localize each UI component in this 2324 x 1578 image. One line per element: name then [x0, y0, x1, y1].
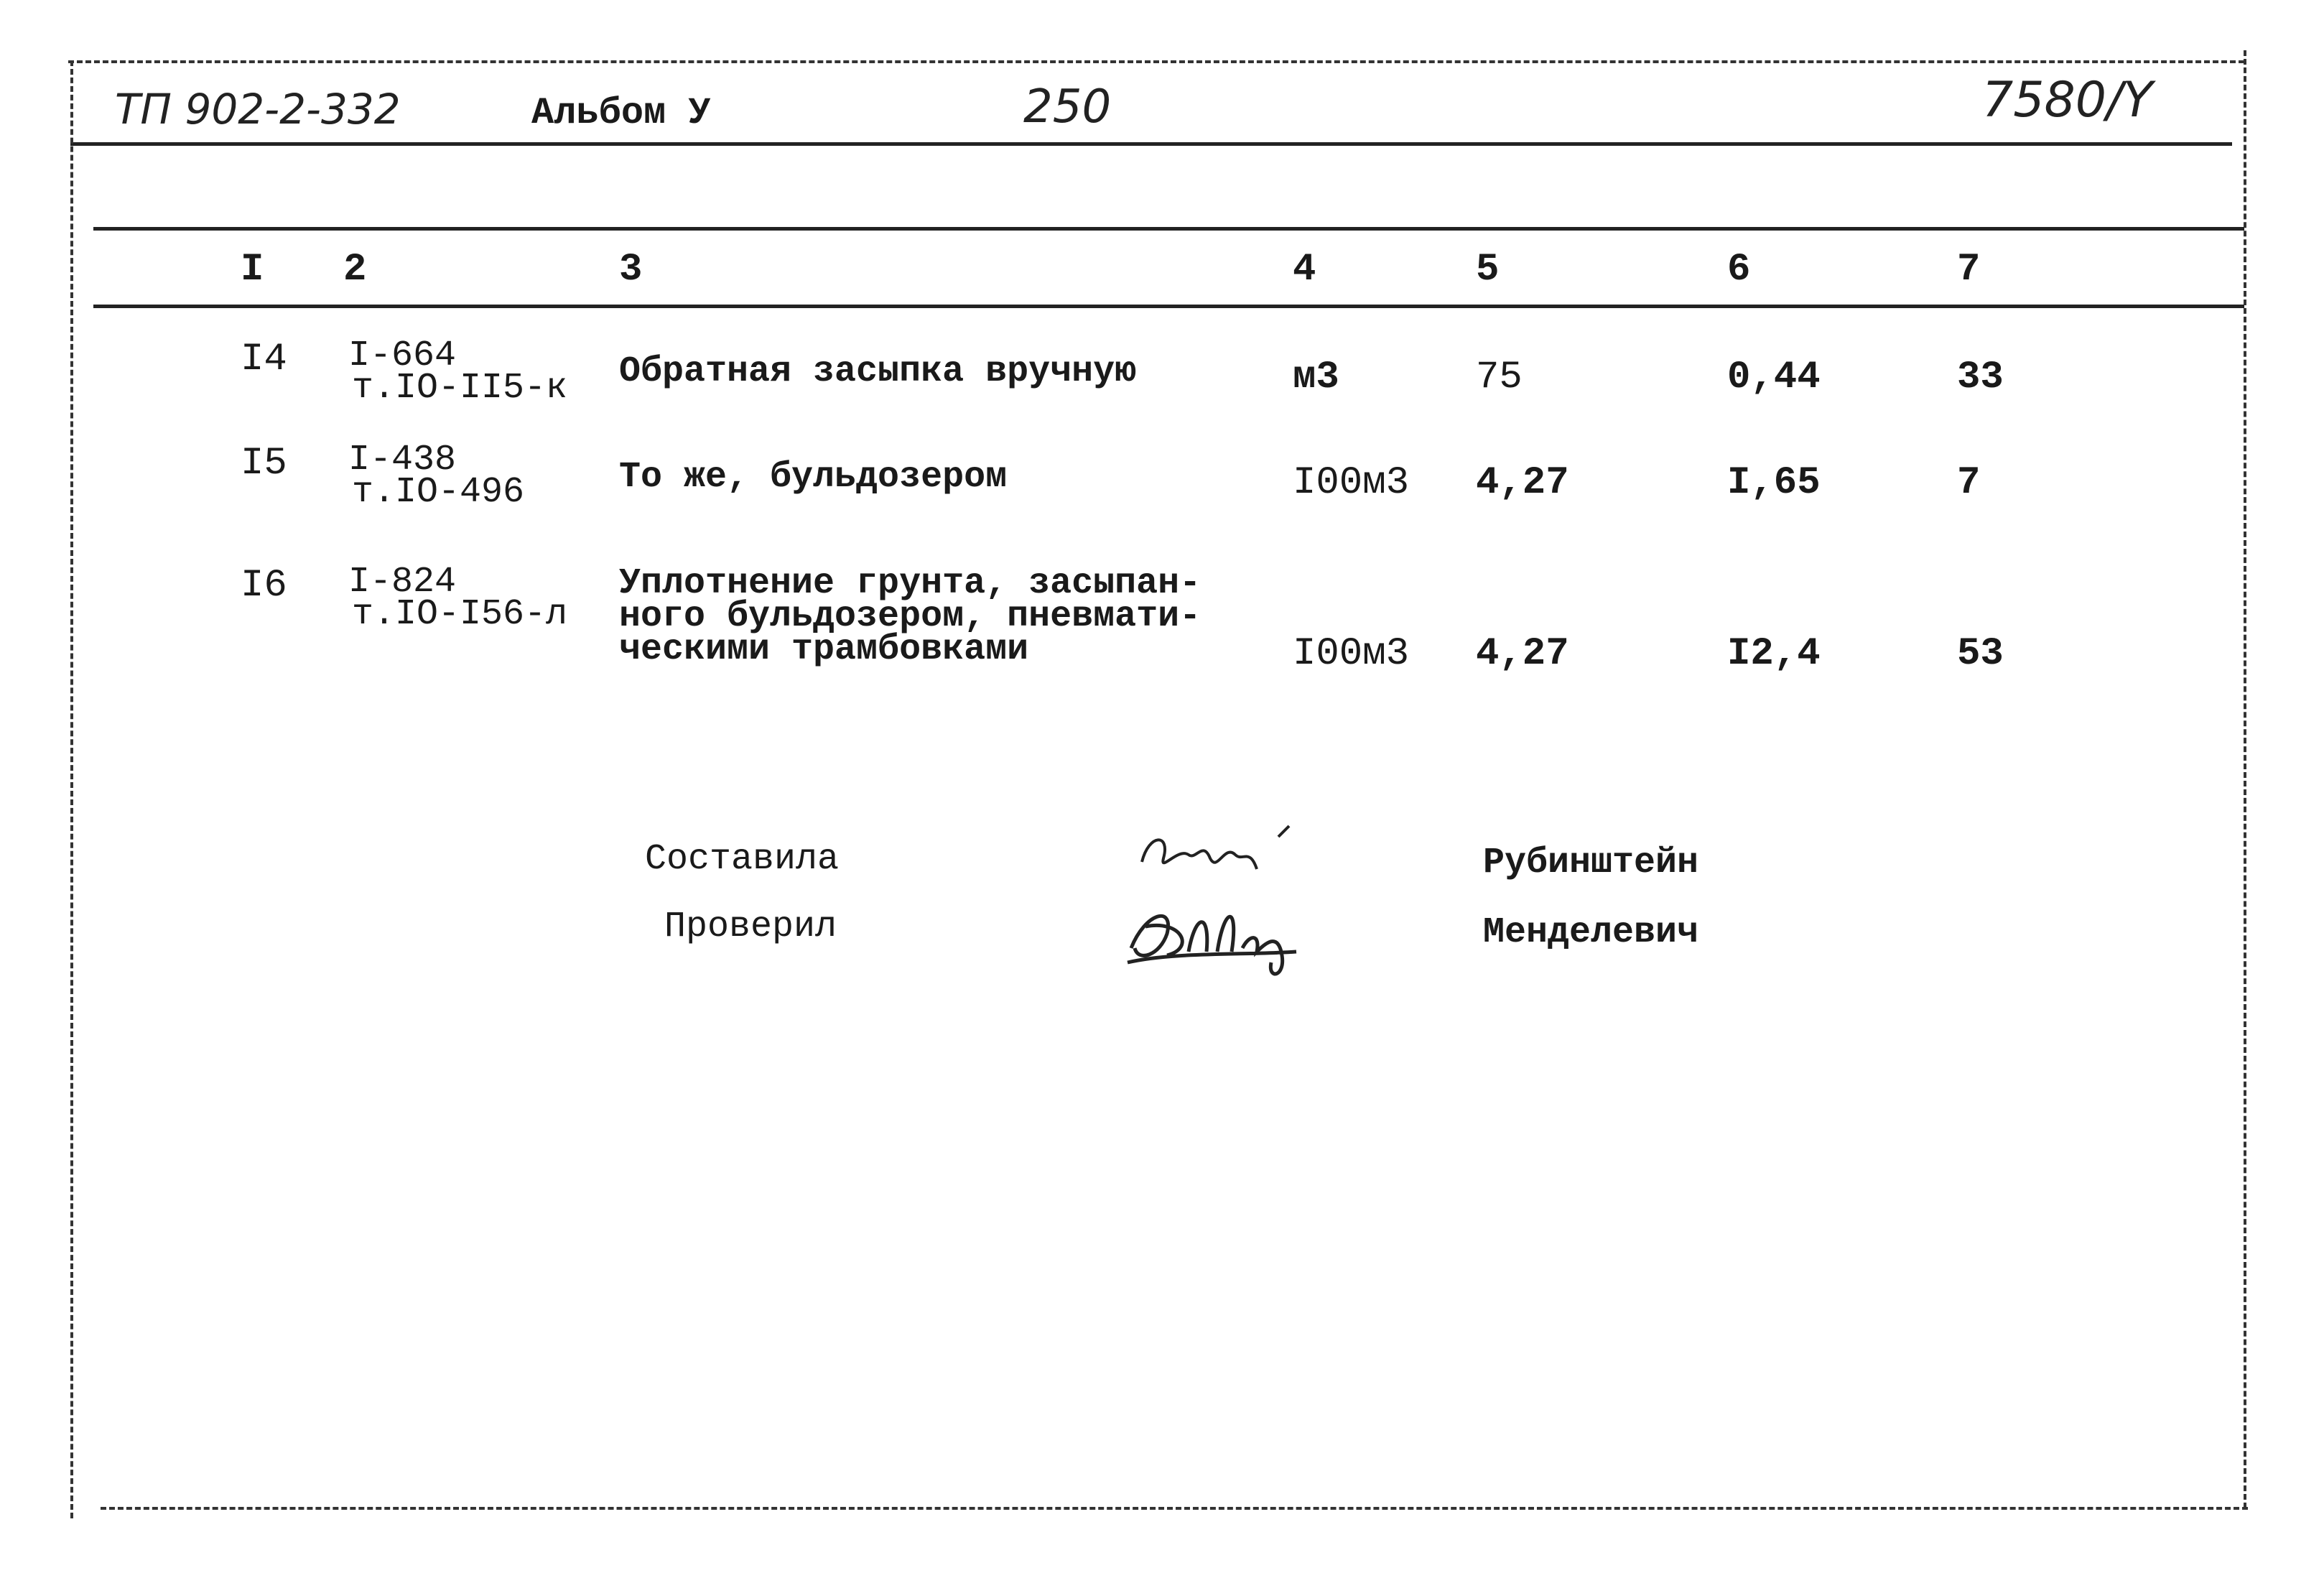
row-code-line2: т.IO-I56-л: [352, 594, 568, 635]
header-underline: [70, 142, 2232, 146]
row-description: То же, бульдозером: [619, 457, 1008, 498]
frame-right-border: [2244, 50, 2246, 1508]
column-header-5: 5: [1476, 248, 1500, 292]
column-header-4: 4: [1293, 248, 1316, 292]
row-number: I5: [241, 442, 287, 486]
row-quantity: 4,27: [1476, 632, 1569, 676]
compiled-signature: [1135, 819, 1321, 891]
album-label: Альбом У: [531, 92, 711, 134]
inventory-number: 7580/Y: [1982, 72, 2153, 129]
checked-name: Менделевич: [1483, 912, 1699, 953]
column-header-3: 3: [619, 248, 643, 292]
frame-top-border: [68, 60, 2244, 63]
row-code-line1: I-438: [348, 440, 457, 481]
table-header-rule: [93, 305, 2244, 308]
frame-left-border: [70, 60, 73, 1518]
compiled-label: Составила: [645, 839, 840, 880]
row-description: Обратная засыпка вручную: [619, 351, 1137, 392]
row-unit: I00м3: [1293, 632, 1410, 676]
row-code-line1: I-664: [348, 335, 457, 376]
checked-signature: [1117, 883, 1332, 984]
row-norm: I,65: [1727, 461, 1821, 505]
row-total: 33: [1957, 356, 2004, 399]
row-norm: 0,44: [1727, 356, 1821, 399]
column-header-1: I: [241, 248, 264, 292]
row-description-line3: ческими трамбовками: [619, 629, 1029, 670]
row-quantity: 4,27: [1476, 461, 1569, 505]
row-total: 7: [1957, 461, 1981, 505]
row-number: I6: [241, 564, 287, 608]
row-unit: м3: [1293, 356, 1339, 399]
row-norm: I2,4: [1727, 632, 1821, 676]
column-header-7: 7: [1957, 248, 1981, 292]
page-number: 250: [1023, 80, 1112, 134]
project-code: ТП 902-2-332: [115, 85, 401, 134]
row-code-line2: т.IO-II5-к: [352, 368, 568, 409]
row-unit: I00м3: [1293, 461, 1410, 505]
row-code-line1: I-824: [348, 562, 457, 603]
table-top-rule: [93, 227, 2244, 231]
frame-bottom-border: [101, 1507, 2248, 1510]
row-total: 53: [1957, 632, 2004, 676]
checked-label: Проверил: [664, 906, 837, 947]
row-description-line1: Уплотнение грунта, засыпан-: [619, 563, 1201, 604]
column-header-6: 6: [1727, 248, 1751, 292]
row-description-line2: ного бульдозером, пневмати-: [619, 596, 1201, 637]
row-code-line2: т.IO-496: [352, 472, 525, 513]
row-number: I4: [241, 338, 287, 381]
row-quantity: 75: [1476, 356, 1523, 399]
compiled-name: Рубинштейн: [1483, 843, 1699, 883]
column-header-2: 2: [343, 248, 367, 292]
